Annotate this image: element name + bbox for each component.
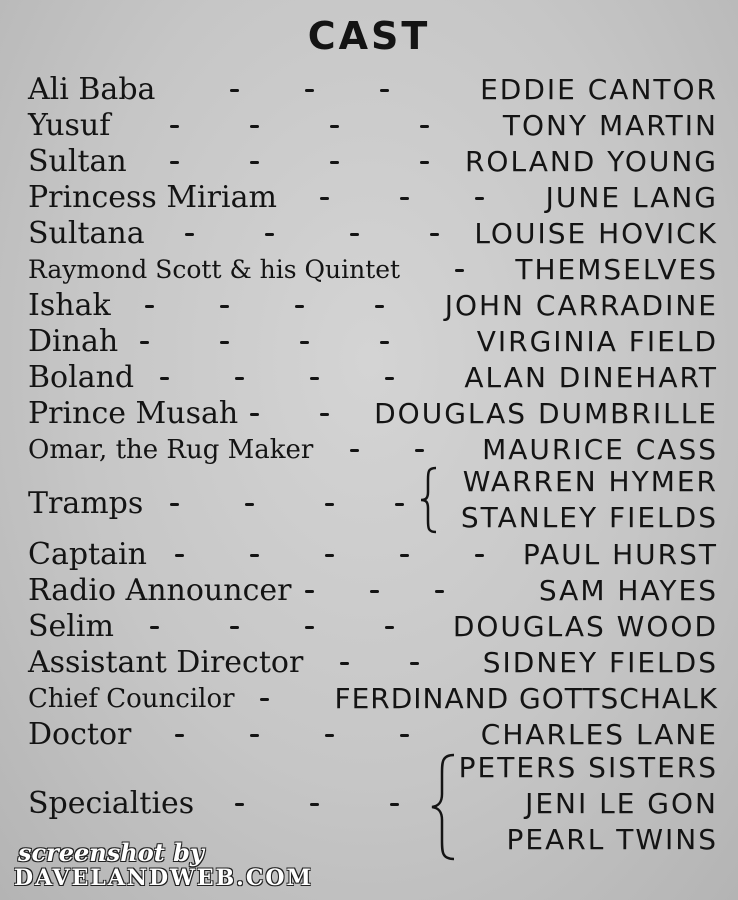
actor-name: FERDINAND GOTTSCHALK — [334, 682, 718, 715]
leader-dash — [475, 554, 484, 557]
leader-dash — [400, 197, 409, 200]
curly-brace-icon — [428, 752, 458, 862]
actor-name: TONY MARTIN — [502, 109, 718, 142]
role-name: Omar, the Rug Maker — [28, 435, 314, 465]
leader-dash — [330, 125, 339, 128]
role-name: Tramps — [28, 486, 144, 521]
leader-dash — [170, 125, 179, 128]
role-name: Assistant Director — [28, 645, 304, 680]
leader-dash — [400, 554, 409, 557]
actor-name: CHARLES LANE — [480, 718, 718, 751]
actor-name: WARREN HYMER — [462, 465, 718, 498]
leader-dash — [385, 626, 394, 629]
role-name: Dinah — [28, 324, 119, 359]
leader-dash — [395, 503, 404, 506]
actor-name: PETERS SISTERS — [458, 751, 718, 784]
leader-dash — [235, 377, 244, 380]
leader-dash — [415, 449, 424, 452]
leader-dash — [260, 698, 269, 701]
actor-name: DOUGLAS WOOD — [452, 610, 718, 643]
leader-dash — [145, 305, 154, 308]
role-name: Sultan — [28, 144, 127, 179]
leader-dash — [420, 125, 429, 128]
actor-name: ALAN DINEHART — [464, 361, 718, 394]
role-name: Princess Miriam — [28, 180, 277, 215]
leader-dash — [150, 626, 159, 629]
leader-dash — [385, 377, 394, 380]
leader-dash — [340, 662, 349, 665]
role-name: Ishak — [28, 288, 111, 323]
leader-dash — [320, 197, 329, 200]
watermark-caption: screenshot by — [18, 838, 204, 867]
leader-dash — [230, 89, 239, 92]
role-name: Radio Announcer — [28, 573, 292, 608]
leader-dash — [220, 341, 229, 344]
credit-row — [0, 288, 738, 324]
actor-name: MAURICE CASS — [482, 433, 718, 466]
credit-row — [0, 537, 738, 573]
leader-dash — [400, 734, 409, 737]
credit-row — [0, 573, 738, 609]
actor-name: PEARL TWINS — [506, 823, 718, 856]
leader-dash — [170, 161, 179, 164]
leader-dash — [235, 803, 244, 806]
leader-dash — [140, 341, 149, 344]
credit-row — [0, 216, 738, 252]
role-name: Yusuf — [28, 108, 111, 143]
credit-row — [0, 360, 738, 396]
leader-dash — [250, 554, 259, 557]
actor-name: JENI LE GON — [525, 787, 718, 820]
leader-dash — [305, 89, 314, 92]
leader-dash — [265, 233, 274, 236]
credit-row — [0, 108, 738, 144]
actor-name: JUNE LANG — [545, 181, 718, 214]
leader-dash — [370, 590, 379, 593]
leader-dash — [175, 734, 184, 737]
curly-brace-icon — [418, 466, 440, 534]
leader-dash — [250, 734, 259, 737]
leader-dash — [310, 803, 319, 806]
leader-dash — [310, 377, 319, 380]
cast-title: CAST — [307, 14, 431, 58]
leader-dash — [325, 734, 334, 737]
credit-row — [0, 180, 738, 216]
leader-dash — [350, 449, 359, 452]
credit-row — [0, 72, 738, 108]
leader-dash — [185, 233, 194, 236]
role-name: Captain — [28, 537, 147, 572]
leader-dash — [420, 161, 429, 164]
leader-dash — [430, 233, 439, 236]
credit-row — [0, 144, 738, 180]
role-name: Ali Baba — [28, 72, 156, 107]
actor-name: DOUGLAS DUMBRILLE — [374, 397, 718, 430]
role-name: Chief Councilor — [28, 684, 235, 714]
leader-dash — [170, 503, 179, 506]
credit-row — [0, 645, 738, 681]
leader-dash — [380, 341, 389, 344]
leader-dash — [220, 305, 229, 308]
actor-name: THEMSELVES — [515, 253, 718, 286]
leader-dash — [475, 197, 484, 200]
actor-name: VIRGINIA FIELD — [476, 325, 718, 358]
actor-name: JOHN CARRADINE — [444, 289, 718, 322]
leader-dash — [410, 662, 419, 665]
role-name: Specialties — [28, 786, 195, 821]
role-name: Sultana — [28, 216, 145, 251]
leader-dash — [350, 233, 359, 236]
credit-row — [0, 396, 738, 432]
leader-dash — [325, 554, 334, 557]
leader-dash — [325, 503, 334, 506]
credit-row — [0, 609, 738, 645]
role-name: Boland — [28, 360, 135, 395]
credit-row — [0, 432, 738, 468]
credit-row — [0, 717, 738, 753]
actor-name: STANLEY FIELDS — [460, 501, 718, 534]
leader-dash — [160, 377, 169, 380]
actor-name: EDDIE CANTOR — [480, 73, 718, 106]
credit-row — [0, 324, 738, 360]
leader-dash — [175, 554, 184, 557]
leader-dash — [330, 161, 339, 164]
leader-dash — [305, 590, 314, 593]
role-name: Raymond Scott & his Quintet — [28, 255, 401, 284]
leader-dash — [245, 503, 254, 506]
credit-row — [0, 681, 738, 717]
leader-dash — [250, 161, 259, 164]
role-name: Prince Musah — [28, 396, 239, 431]
leader-dash — [250, 413, 259, 416]
leader-dash — [380, 89, 389, 92]
role-name: Selim — [28, 609, 114, 644]
watermark-site: DAVELANDWEB.COM — [14, 865, 313, 891]
actor-name: SIDNEY FIELDS — [482, 646, 718, 679]
actor-name: LOUISE HOVICK — [474, 217, 718, 250]
leader-dash — [375, 305, 384, 308]
leader-dash — [455, 269, 464, 272]
actor-name: ROLAND YOUNG — [464, 145, 718, 178]
leader-dash — [390, 803, 399, 806]
leader-dash — [295, 305, 304, 308]
leader-dash — [250, 125, 259, 128]
leader-dash — [300, 341, 309, 344]
leader-dash — [230, 626, 239, 629]
leader-dash — [320, 413, 329, 416]
watermark — [14, 840, 313, 890]
actor-name: PAUL HURST — [522, 538, 718, 571]
leader-dash — [435, 590, 444, 593]
actor-name: SAM HAYES — [538, 574, 718, 607]
leader-dash — [305, 626, 314, 629]
credit-row — [0, 252, 738, 288]
role-name: Doctor — [28, 717, 132, 752]
